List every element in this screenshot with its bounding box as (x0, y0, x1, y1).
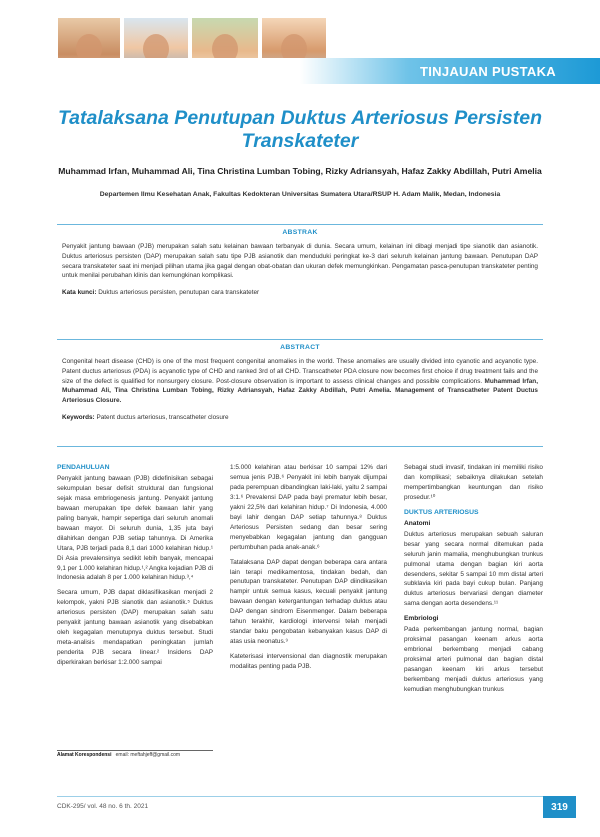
section-label: TINJAUAN PUSTAKA (419, 64, 556, 79)
correspondence-label: Alamat Korespondensi (57, 752, 112, 758)
body-column-2 (230, 463, 387, 677)
abstrak-section (57, 224, 543, 296)
section-heading-pendahuluan: PENDAHULUAN (57, 464, 110, 471)
paragraph: Sebagai studi invasif, tindakan ini memiliki risiko dan komplikasi; sebaiknya dilakukan setelah mempertimbangkan keuntungan dan risiko prosedur.¹⁰ (404, 464, 543, 501)
abstract-citation: Muhammad Irfan, Muhammad Ali, Tina Christina Lumban Tobing, Rizky Adriansyah, Hafaz Zakky Abdillah, Putri Amelia. Management of Transcatheter Patent Ductus Arteriosus Closure. (62, 377, 538, 405)
subheading-anatomi: Anatomi (404, 519, 431, 527)
article-authors: Muhammad Irfan, Muhammad Ali, Tina Christina Lumban Tobing, Rizky Adriansyah, Hafaz Zakky Abdillah, Putri Amelia (58, 166, 542, 176)
article-affiliation: Departemen Ilmu Kesehatan Anak, Fakultas Kedokteran Universitas Sumatera Utara/RSUP H. Adam Malik, Medan, Indonesia (99, 191, 501, 198)
paragraph: Secara umum, PJB dapat diklasifikasikan menjadi 2 kelompok, yakni PJB sianotik dan asianotik.⁵ Duktus arteriosus persisten (DAP) merupakan salah satu penyakit jantung bawaan asianotik yang disebabkan oleh kegagalan menutupnya duktus tersebut. Studi meta-analisis mendapatkan peningkatan jumlah penderita PJB secara linear.² Insidens DAP diperkirakan berkisar 1:2.000 sampai (57, 589, 213, 667)
body-column-3 (404, 463, 543, 700)
paragraph: 1:5.000 kelahiran atau berkisar 10 sampai 12% dari semua jenis PJB.⁶ Penyakit ini lebih banyak dijumpai pada perempuan dibandingkan laki-laki, yaitu 2 sampai 3:1.⁶ Prevalensi DAP pada bayi prematur lebih besar, yakni 22,5% dari kelahiran hidup.⁷ Di Indonesia, 4.000 bayi lahir dengan DAP setiap tahunnya.⁸ Duktus Arteriosus Persisten sedang dan besar sering menyebabkan kegagalan jantung dan gangguan pertumbuhan pada anak-anak.⁶ (230, 464, 387, 551)
abstract-bottom-rule (57, 446, 543, 447)
journal-info: CDK-295/ vol. 48 no. 6 th. 2021 (57, 803, 149, 810)
paragraph: Tatalaksana DAP dapat dengan beberapa cara antara lain terapi medikamentosa, tindakan bedah, dan penutupan transkateter. Penutupan DAP diindikasikan hampir untuk semua kasus, kecuali penyakit jantung bawaan dengan ketergantungan terhadap duktus atau DAP dengan sindrom Eisenmenger. Dalam beberapa tahun terakhir, kardiologi intervensi telah menjadi standar baku pengobatan kebanyakan kasus DAP di atas usia neonatus.⁹ (230, 558, 387, 646)
footer-rule (57, 796, 543, 797)
abstrak-keywords-text: Duktus arteriosus persisten, penutupan cara transkateter (96, 289, 260, 297)
correspondence-note (57, 750, 213, 758)
article-title: Tatalaksana Penutupan Duktus Arteriosus Persisten Transkateter (57, 107, 543, 152)
abstract-section (57, 339, 543, 421)
abstract-keywords-text: Patent ductus arteriosus, transcatheter closure (94, 413, 229, 421)
abstrak-heading: ABSTRAK (57, 224, 543, 236)
paragraph: Pada perkembangan jantung normal, bagian proksimal pasangan keenam arkus aorta embrional berkembang menjadi cabang proksimal arteri pulmonal dan bagian distal pasangan keenam kiri arkus tersebut berkembang menjadi duktus arteriosus yang kemudian menghubungkan trunkus (404, 626, 543, 694)
abstract-heading: ABSTRACT (57, 339, 543, 351)
subheading-embriologi: Embriologi (404, 615, 439, 623)
correspondence-email: email: meftahjeff@gmail.com (115, 752, 181, 758)
paragraph: Kateterisasi intervensional dan diagnostik merupakan modalitas penting pada PJB. (230, 653, 387, 671)
paragraph: Penyakit jantung bawaan (PJB) didefinisikan sebagai sekumpulan besar defisit struktural dan fungsional sejak masa embriogenesis jantung. Penyakit jantung bawaan merupakan tipe defek bawaan lahir yang paling banyak, hampir sepertiga dari seluruh anomali bawaan mayor. Di seluruh dunia, 1,35 juta bayi dilahirkan dengan PJB setiap tahunnya. Di Amerika Utara, PJB terjadi pada 8,1 dari 1000 kelahiran hidup.¹ Di Asia prevalensinya sedikit lebih banyak, mencapai 9,1 per 1.000 kelahiran hidup.¹,² Angka kejadian PJB di Indonesia adalah 8 per 1.000 kelahiran hidup.³,⁴ (57, 474, 213, 582)
abstrak-keywords-label: Kata kunci: (62, 289, 97, 297)
abstract-text (62, 357, 538, 406)
section-heading-duktus-arteriosus: DUKTUS ARTERIOSUS (404, 508, 479, 516)
abstract-body: Congenital heart disease (CHD) is one of the most frequent congenital anomalies in the world. These anomalies are usually divided into cyanotic and acyanotic type. Patent ductus arteriosus (PDA) is acyanotic type of CHD and ranked 3rd of all CHD. Transcatheter PDA closure now becomes first choice if drug treatment fails and the size of the defect is qualified for nonsurgery closure. Post-closure observation is important to assess clinical changes and possible complications. (62, 358, 538, 385)
abstract-keywords (62, 414, 538, 421)
abstrak-keywords (62, 289, 538, 296)
abstract-keywords-label: Keywords: (62, 413, 95, 421)
body-column-1 (57, 463, 213, 673)
page-number: 319 (543, 796, 576, 818)
paragraph: Duktus arteriosus merupakan sebuah saluran besar yang secara normal ditemukan pada seluruh janin mamalia, menghubungkan trunkus pulmonal utama dengan bagian kiri aorta desendens, sekitar 5 sampai 10 mm distal arteri subklavia kiri pada bayi cukup bulan. Panjang duktus arteriosus bervariasi dengan diameter sama dengan aorta desendens.¹¹ (404, 530, 543, 608)
abstrak-text: Penyakit jantung bawaan (PJB) merupakan salah satu kelainan bawaan terbanyak di dunia. Secara umum, kelainan ini dibagi menjadi tipe sianotik dan asianotik. Duktus arteriosus persisten (DAP) merupakan salah satu tipe PJB asianotik dan menduduki peringkat ke-3 dari seluruh kelainan jantung bawaan. Penutupan DAP secara transkateter saat ini menjadi pilihan utama jika gagal dengan obat-obatan dan ukuran defek memungkinkan. Pengamatan pasca-penutupan transkateter penting untuk menilai perubahan klinis dan kemungkinan komplikasi. (62, 243, 538, 280)
